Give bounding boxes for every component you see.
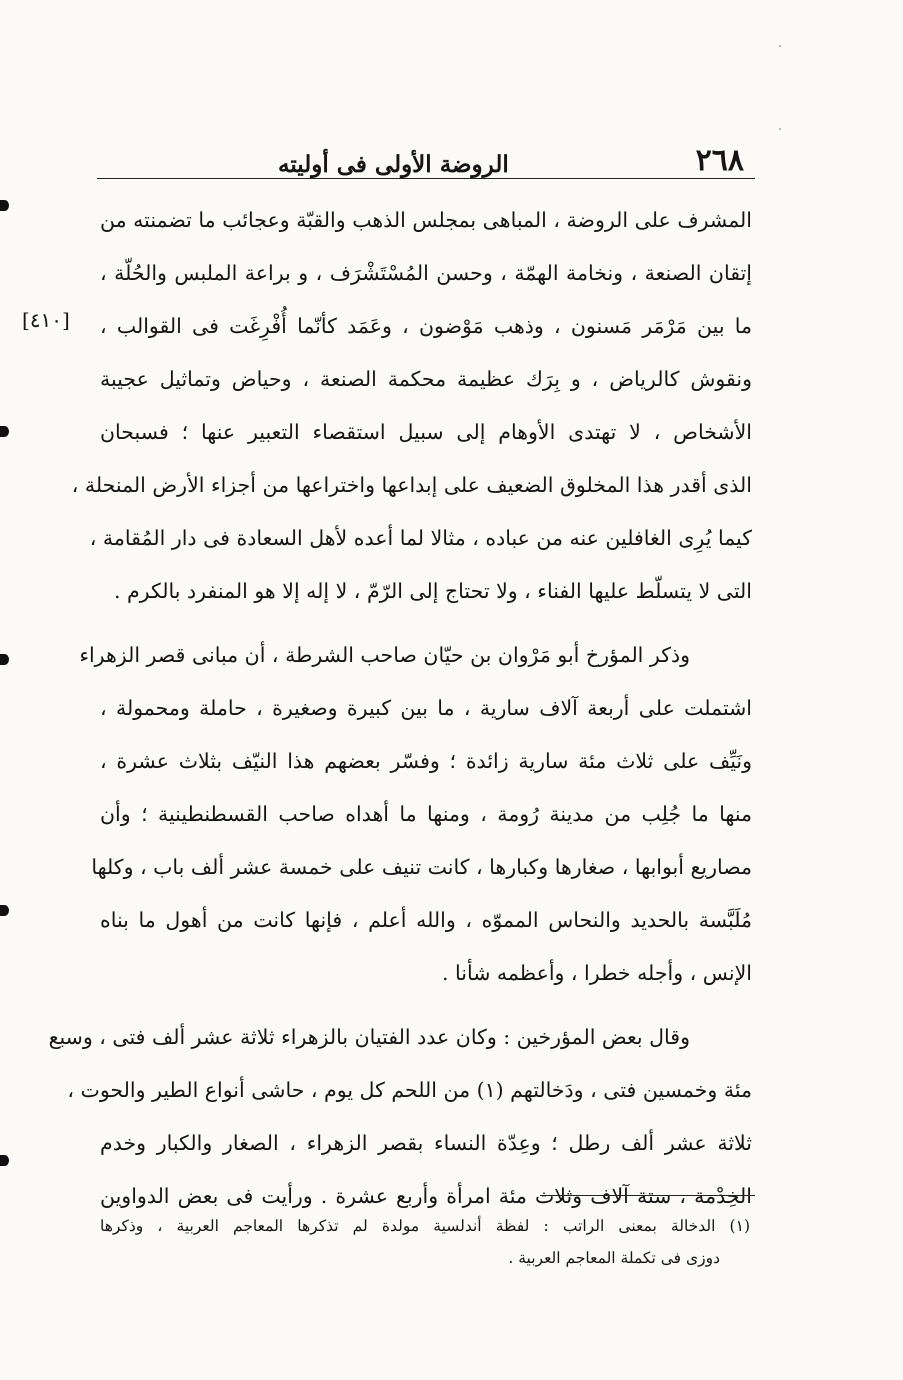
text-line: ثلاثة عشر ألف رطل ؛ وعِدّة النساء بقصر الزهراء ، الصغار والكبار وخدم bbox=[100, 1131, 752, 1155]
scan-speck bbox=[779, 45, 781, 47]
main-text bbox=[48, 194, 752, 1223]
binding-mark bbox=[0, 1155, 9, 1166]
text-line: اشتملت على أربعة آلاف سارية ، ما بين كبيرة وصغيرة ، حاملة ومحمولة ، bbox=[100, 696, 752, 720]
text-line: إتقان الصنعة ، ونخامة الهمّة ، وحسن المُسْتَشْرَف ، و براعة الملبس والحُلّة ، bbox=[100, 261, 752, 285]
footnote-line: (١) الدخالة بمعنى الراتب : لفظة أندلسية مولدة لم تذكرها المعاجم العربية ، وذكرها bbox=[100, 1217, 750, 1235]
margin-page-reference: [٤١٠] bbox=[22, 308, 70, 332]
text-line: وذكر المؤرخ أبو مَرْوان بن حيّان صاحب الشرطة ، أن مبانى قصر الزهراء bbox=[79, 643, 690, 667]
footnote bbox=[100, 1210, 750, 1274]
text-line: الذى أقدر هذا المخلوق الضعيف على إبداعها واختراعها من أجزاء الأرض المنحلة ، bbox=[71, 473, 752, 497]
footnote-rule bbox=[540, 1195, 755, 1196]
paragraph-2 bbox=[79, 629, 752, 1000]
text-line: وقال بعض المؤرخين : وكان عدد الفتيان بالزهراء ثلاثة عشر ألف فتى ، وسبع bbox=[48, 1025, 690, 1049]
binding-mark bbox=[0, 905, 9, 916]
text-line: ونقوش كالرياض ، و بِرَك عظيمة محكمة الصنعة ، وحياض وتماثيل عجيبة bbox=[100, 367, 752, 391]
text-line: ما بين مَرْمَر مَسنون ، وذهب مَوْضون ، وعَمَد كأنّما أُفْرِغَت فى القوالب ، bbox=[100, 314, 752, 338]
paragraph-gap bbox=[100, 1000, 752, 1011]
text-line: كيما يُرِى الغافلين عنه من عباده ، مثالا لما أعده لأهل السعادة فى دار المُقامة ، bbox=[89, 526, 752, 550]
text-line: المشرف على الروضة ، المباهى بمجلس الذهب والقبّة وعجائب ما تضمنته من bbox=[100, 208, 752, 232]
text-line: مئة وخمسين فتى ، ودَخالتهم (١) من اللحم كل يوم ، حاشى أنواع الطير والحوت ، bbox=[67, 1078, 752, 1102]
text-line: الأشخاص ، لا تهتدى الأوهام إلى سبيل استقصاء التعبير عنها ؛ فسبحان bbox=[100, 420, 752, 444]
text-line: مصاريع أبوابها ، صغارها وكبارها ، كانت تنيف على خمسة عشر ألف باب ، وكلها bbox=[91, 855, 752, 879]
text-line: مُلَبَّسة بالحديد والنحاس المموّه ، والله أعلم ، فإنها كانت من أهول ما بناه bbox=[100, 908, 752, 932]
running-head: الروضة الأولى فى أوليته bbox=[278, 151, 509, 178]
text-line: الإنس ، وأجله خطرا ، وأعظمه شأنا . bbox=[442, 961, 752, 985]
binding-mark bbox=[0, 426, 9, 437]
text-line: منها ما جُلِب من مدينة رُومة ، ومنها ما أهداه صاحب القسطنطينية ؛ وأن bbox=[100, 802, 752, 826]
text-line: التى لا يتسلّط عليها الفناء ، ولا تحتاج إلى الرّمّ ، لا إله إلا هو المنفرد بالكرم . bbox=[113, 579, 752, 603]
paragraph-gap bbox=[100, 618, 752, 629]
scan-speck bbox=[779, 128, 781, 130]
binding-mark bbox=[0, 200, 9, 211]
binding-mark bbox=[0, 654, 9, 665]
footnote-line: دوزى فى تكملة المعاجم العربية . bbox=[508, 1249, 720, 1267]
page-header bbox=[100, 128, 752, 176]
paragraph-3 bbox=[48, 1011, 752, 1223]
page-number: ٢٦٨ bbox=[695, 143, 744, 178]
paragraph-1 bbox=[71, 194, 752, 618]
text-line: الخِدْمة ، ستة آلاف وثلاث مئة امرأة وأربع عشرة . ورأيت فى بعض الدواوين bbox=[100, 1184, 752, 1208]
header-rule bbox=[97, 178, 755, 179]
text-line: ونَيِّف على ثلاث مئة سارية زائدة ؛ وفسّر بعضهم هذا النيّف بثلاث عشرة ، bbox=[100, 749, 752, 773]
